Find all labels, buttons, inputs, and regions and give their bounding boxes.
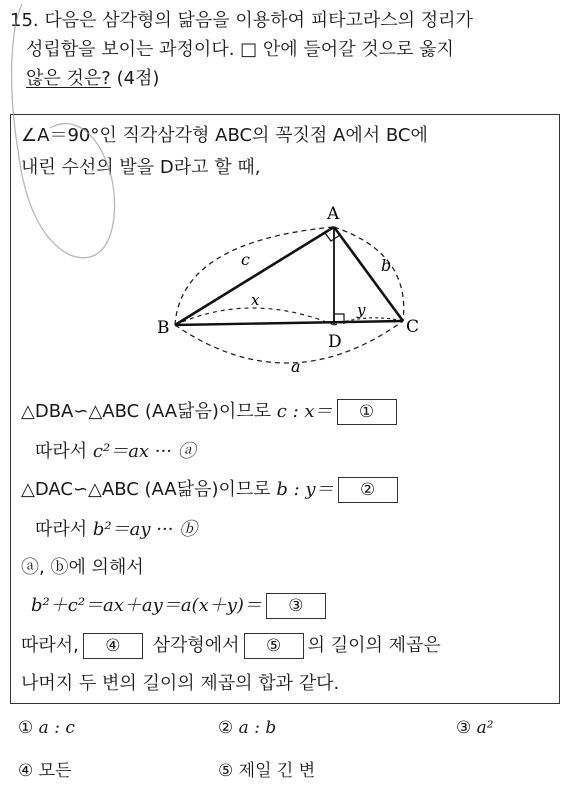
choice-2-text: a : b xyxy=(238,718,277,738)
side-AC xyxy=(334,227,403,321)
final-prefix: 따라서, xyxy=(21,635,79,656)
step2-conclusion-prefix: 따라서 xyxy=(35,519,88,540)
blank-5: ⑤ xyxy=(244,633,304,659)
label-a: a xyxy=(291,357,301,376)
choice-5-text: 제일 긴 변 xyxy=(238,761,316,781)
label-B: B xyxy=(157,318,170,338)
choice-2-num: ② xyxy=(218,718,234,738)
question-emphasis: 않은 것은? xyxy=(26,68,111,89)
final-line-2: 나머지 두 변의 길이의 제곱의 합과 같다. xyxy=(21,673,340,694)
arc-a xyxy=(175,321,403,363)
final-line-1 xyxy=(21,633,441,659)
choice-5[interactable] xyxy=(218,756,315,781)
question-line-3 xyxy=(10,64,566,93)
step1-equation: c²＝ax ··· ⓐ xyxy=(92,441,196,462)
blank-3: ③ xyxy=(266,593,326,619)
sum-equation: b²＋c²＝ax＋ay＝a(x＋y)＝ xyxy=(31,595,262,616)
choice-3[interactable] xyxy=(456,718,494,738)
step1-line xyxy=(21,399,401,425)
triangle-diagram xyxy=(141,193,431,383)
step1-conclusion-prefix: 따라서 xyxy=(35,441,88,462)
intro-line-1: ∠A＝90°인 직각삼각형 ABC의 꼭짓점 A에서 BC에 xyxy=(21,125,428,146)
final-mid: 삼각형에서 xyxy=(152,635,240,656)
step1-prefix: △DBA∽△ABC (AA닮음)이므로 xyxy=(21,401,272,422)
choice-3-text: a² xyxy=(476,718,494,738)
question-points: (4점) xyxy=(116,68,160,89)
choice-4-num: ④ xyxy=(18,761,34,781)
step1-conclusion xyxy=(35,439,196,465)
final-suffix: 의 길이의 제곱은 xyxy=(307,635,441,656)
step2-line xyxy=(21,477,402,503)
step2-prefix: △DAC∽△ABC (AA닮음)이므로 xyxy=(21,479,271,500)
blank-2: ② xyxy=(338,477,398,503)
question-text-1: 다음은 삼각형의 닮음을 이용하여 피타고라스의 정리가 xyxy=(44,10,473,31)
label-b: b xyxy=(381,256,392,275)
choice-5-num: ⑤ xyxy=(218,761,234,781)
label-c: c xyxy=(241,250,250,269)
side-BC xyxy=(175,321,403,325)
choice-1-text: a : c xyxy=(38,718,75,738)
blank-4: ④ xyxy=(83,633,143,659)
question-number: 15. xyxy=(10,10,39,31)
label-A: A xyxy=(327,204,340,224)
label-y: y xyxy=(357,301,366,319)
choice-3-num: ③ xyxy=(456,718,472,738)
label-C: C xyxy=(406,317,420,337)
label-D: D xyxy=(328,332,342,352)
question-line-2: 성립함을 보이는 과정이다. □ 안에 들어갈 것으로 옳지 xyxy=(26,39,454,60)
intro-line-2: 내린 수선의 발을 D라고 할 때, xyxy=(21,157,261,178)
choice-2[interactable] xyxy=(218,718,276,738)
combine-line: ⓐ, ⓑ에 의해서 xyxy=(21,557,144,578)
step1-ratio: c : x＝ xyxy=(276,401,333,422)
proof-box xyxy=(10,114,560,704)
choice-4-text: 모든 xyxy=(38,761,72,781)
blank-1: ① xyxy=(337,399,397,425)
question-line-1 xyxy=(10,6,566,35)
step2-conclusion xyxy=(35,517,197,543)
label-x: x xyxy=(251,291,260,309)
side-AB xyxy=(175,227,334,325)
question-header xyxy=(10,6,566,93)
choice-1-num: ① xyxy=(18,718,34,738)
step2-equation: b²＝ay ··· ⓑ xyxy=(92,519,198,540)
choice-1[interactable] xyxy=(18,718,75,738)
step2-ratio: b : y＝ xyxy=(276,479,334,500)
choice-4[interactable] xyxy=(18,756,72,781)
sum-line xyxy=(31,593,330,619)
